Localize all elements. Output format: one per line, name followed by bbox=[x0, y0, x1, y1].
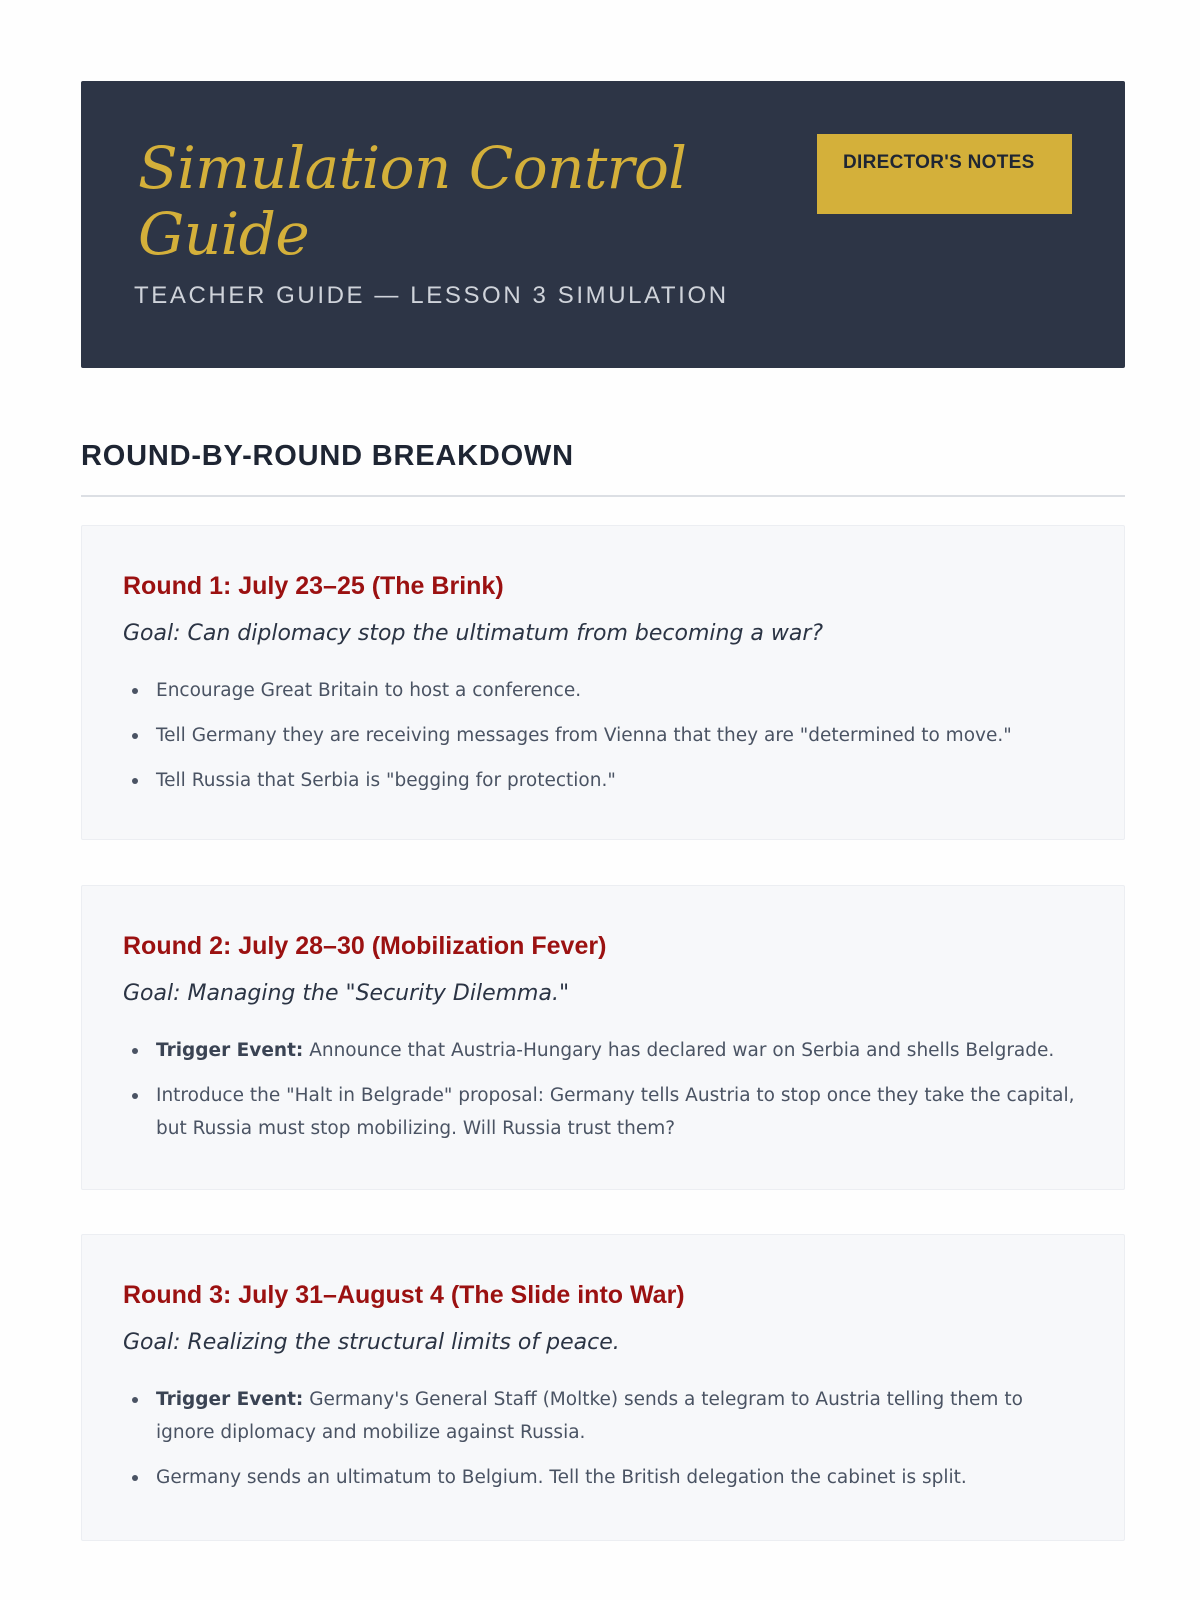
round-goal: Goal: Managing the "Security Dilemma." bbox=[123, 981, 570, 1006]
round-goal: Goal: Realizing the structural limits of peace. bbox=[123, 1330, 620, 1355]
round-item bbox=[123, 719, 1085, 752]
round-goal: Goal: Can diplomacy stop the ultimatum from becoming a war? bbox=[123, 621, 824, 646]
round-item bbox=[123, 764, 1085, 797]
trigger-event-label: Trigger Event: bbox=[156, 1040, 304, 1061]
round-items bbox=[123, 674, 1085, 809]
round-item bbox=[123, 674, 1085, 707]
round-item-text: Tell Russia that Serbia is "begging for protection." bbox=[156, 770, 616, 791]
round-items bbox=[123, 1383, 1085, 1506]
section-divider bbox=[81, 495, 1125, 497]
round-item-text: Germany's General Staff (Moltke) sends a telegram to Austria telling them to ignore diplomacy and mobilize against Russia. bbox=[156, 1389, 1023, 1443]
round-item bbox=[123, 1461, 1085, 1494]
round-title: Round 1: July 23–25 (The Brink) bbox=[123, 572, 504, 600]
round-item-text: Tell Germany they are receiving messages from Vienna that they are "determined to move." bbox=[156, 725, 1012, 746]
round-card-3 bbox=[81, 1234, 1125, 1541]
round-title: Round 2: July 28–30 (Mobilization Fever) bbox=[123, 932, 607, 960]
guide-header bbox=[81, 81, 1125, 368]
directors-notes-badge: DIRECTOR'S NOTES bbox=[817, 134, 1072, 214]
round-item-text: Introduce the "Halt in Belgrade" proposal: Germany tells Austria to stop once they take the capital, but Russia must stop mobilizing. Will Russia trust them? bbox=[156, 1085, 1075, 1139]
round-title: Round 3: July 31–August 4 (The Slide into War) bbox=[123, 1281, 685, 1309]
round-item bbox=[123, 1383, 1085, 1449]
round-item bbox=[123, 1079, 1085, 1145]
round-items bbox=[123, 1034, 1085, 1157]
round-item-text: Announce that Austria-Hungary has declared war on Serbia and shells Belgrade. bbox=[303, 1040, 1055, 1061]
guide-subtitle: TEACHER GUIDE — LESSON 3 SIMULATION bbox=[134, 282, 729, 309]
round-item-text: Encourage Great Britain to host a conference. bbox=[156, 680, 582, 701]
guide-title: Simulation Control Guide bbox=[138, 134, 687, 268]
round-item bbox=[123, 1034, 1085, 1067]
section-title: ROUND-BY-ROUND BREAKDOWN bbox=[81, 440, 574, 472]
teacher-guide-page bbox=[81, 81, 1125, 1488]
round-card-1 bbox=[81, 525, 1125, 840]
trigger-event-label: Trigger Event: bbox=[156, 1389, 304, 1410]
round-item-text: Germany sends an ultimatum to Belgium. Tell the British delegation the cabinet is split. bbox=[156, 1467, 967, 1488]
round-card-2 bbox=[81, 885, 1125, 1190]
